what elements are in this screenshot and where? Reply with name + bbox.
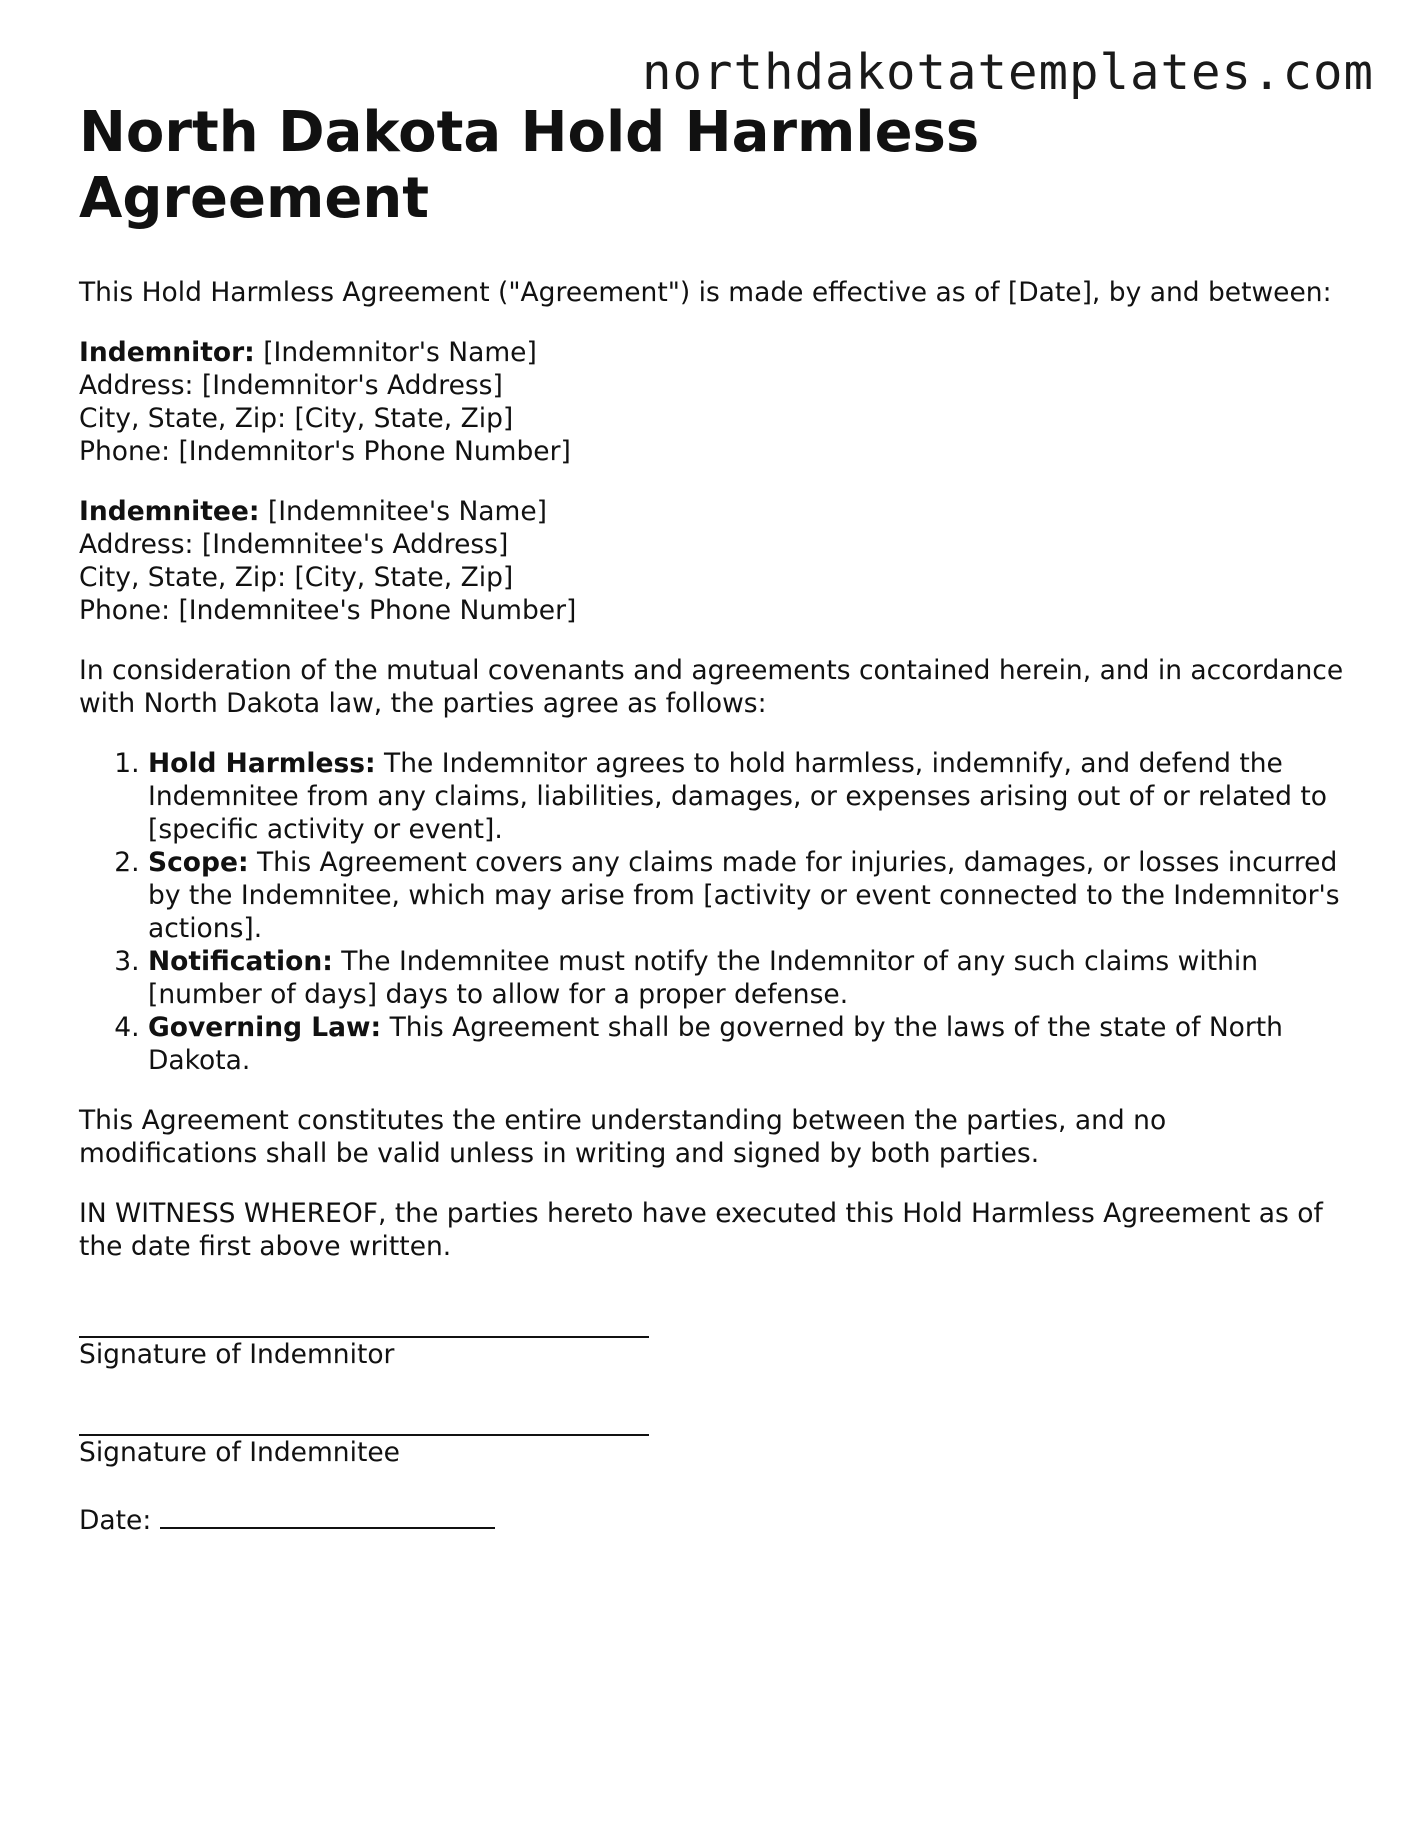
indemnitor-phone: Phone: [Indemnitor's Phone Number] (79, 436, 571, 467)
indemnitee-city: City, State, Zip: [City, State, Zip] (79, 562, 514, 593)
indemnitor-signature-label: Signature of Indemnitor (79, 1339, 395, 1370)
date-row (79, 1499, 1349, 1537)
clause-item (148, 1011, 1349, 1077)
indemnitor-address: Address: [Indemnitor's Address] (79, 370, 503, 401)
date-label: Date: (79, 1505, 152, 1536)
clause-list (79, 747, 1349, 1077)
indemnitee-name: [Indemnitee's Name] (267, 496, 547, 527)
indemnitee-signature-line[interactable] (79, 1401, 649, 1436)
clause-text: The Indemnitee must notify the Indemnitor of any such claims within [number of days] days to allow for a proper defense. (148, 946, 1259, 1010)
indemnitee-signature-label: Signature of Indemnitee (79, 1437, 400, 1468)
clause-text: The Indemnitor agrees to hold harmless, indemnify, and defend the Indemnitee from any claims, liabilities, damages, or expenses arising out of or related to [specific activity or event]. (148, 748, 1327, 845)
intro-paragraph: This Hold Harmless Agreement ("Agreement") is made effective as of [Date], by and between: (79, 277, 1332, 308)
clause-heading: Hold Harmless: (148, 748, 376, 779)
document-body (79, 100, 1349, 1537)
clause-heading: Notification: (148, 946, 333, 977)
indemnitor-block (79, 336, 1349, 468)
indemnitor-name-line (79, 336, 1349, 369)
clause-item (148, 846, 1349, 945)
entire-agreement-paragraph: This Agreement constitutes the entire understanding between the parties, and no modifications shall be valid unless in writing and signed by both parties. (79, 1105, 1167, 1169)
indemnitee-name-line (79, 495, 1349, 528)
indemnitee-label: Indemnitee: (79, 496, 260, 527)
clause-item (148, 945, 1349, 1011)
clause-heading: Scope: (148, 847, 249, 878)
clause-text: This Agreement shall be governed by the laws of the state of North Dakota. (148, 1012, 1283, 1076)
indemnitee-address: Address: [Indemnitee's Address] (79, 529, 509, 560)
clause-item (148, 747, 1349, 846)
indemnitee-phone: Phone: [Indemnitee's Phone Number] (79, 595, 577, 626)
indemnitor-label: Indemnitor: (79, 337, 255, 368)
document-title: North Dakota Hold Harmless Agreement (79, 100, 980, 231)
indemnitee-block (79, 495, 1349, 627)
consideration-paragraph: In consideration of the mutual covenants and agreements contained herein, and in accordance with North Dakota law, the parties agree as follows: (79, 655, 1344, 719)
date-line[interactable] (160, 1499, 495, 1529)
witness-paragraph: IN WITNESS WHEREOF, the parties hereto have executed this Hold Harmless Agreement as of the date first above written. (79, 1198, 1323, 1262)
clause-heading: Governing Law: (148, 1012, 382, 1043)
indemnitor-city: City, State, Zip: [City, State, Zip] (79, 403, 514, 434)
site-watermark: northdakotatemplates.com (641, 44, 1374, 101)
indemnitor-name: [Indemnitor's Name] (263, 337, 537, 368)
clause-text: This Agreement covers any claims made for injuries, damages, or losses incurred by the Indemnitee, which may arise from [activity or event connected to the Indemnitor's actions]. (148, 847, 1340, 944)
indemnitor-signature-line[interactable] (79, 1303, 649, 1338)
signature-section (79, 1303, 1349, 1537)
